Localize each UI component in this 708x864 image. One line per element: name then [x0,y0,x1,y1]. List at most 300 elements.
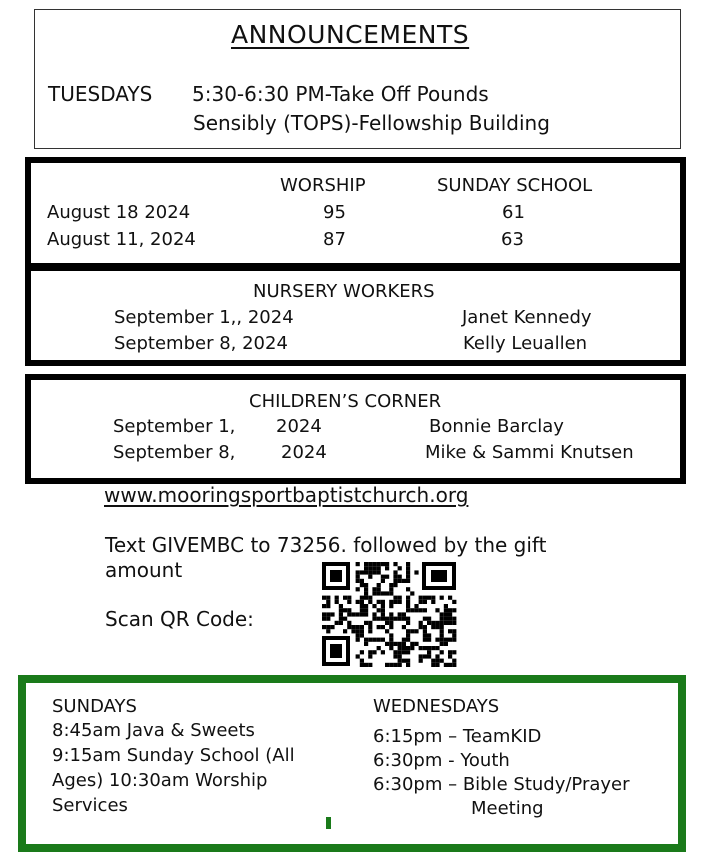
childrens-corner-date: September 1, [113,416,236,437]
qr-module [393,654,397,658]
qr-module [419,654,423,658]
qr-module [393,650,397,654]
qr-module [372,617,376,621]
qr-module [364,570,368,574]
qr-module [356,654,360,658]
qr-module [406,633,410,637]
qr-module [377,591,381,595]
qr-module [360,625,364,629]
qr-module [377,617,381,621]
qr-module [423,596,427,600]
announcements-day: TUESDAYS [48,82,153,106]
qr-module [364,642,368,646]
qr-module [377,608,381,612]
qr-module [452,650,456,654]
qr-module [322,612,326,616]
qr-module [406,608,410,612]
qr-module [360,650,364,654]
wednesdays-item: 6:30pm – Bible Study/Prayer [373,774,630,795]
childrens-corner-title: CHILDREN’S CORNER [249,391,442,412]
qr-module [398,596,402,600]
church-website-link[interactable]: www.mooringsportbaptistchurch.org [104,483,469,507]
nursery-worker-name: Janet Kennedy [462,307,592,328]
qr-module [419,625,423,629]
qr-module [377,562,381,566]
qr-module [381,579,385,583]
sundays-title: SUNDAYS [52,696,137,717]
qr-module [385,617,389,621]
qr-module [393,570,397,574]
nursery-date: September 8, 2024 [114,333,288,354]
qr-module [448,663,452,667]
qr-module [393,575,397,579]
qr-module [326,612,330,616]
qr-module [330,612,334,616]
qr-module [419,608,423,612]
qr-module [402,638,406,642]
qr-module [351,629,355,633]
qr-module [448,596,452,600]
attendance-worship-value: 87 [323,229,346,250]
childrens-corner-date: September 8, [113,442,236,463]
qr-module [452,638,456,642]
qr-module [385,591,389,595]
nursery-worker-name: Kelly Leuallen [463,333,588,354]
qr-module [347,625,351,629]
qr-module [406,579,410,583]
qr-module [347,608,351,612]
qr-module [389,583,393,587]
qr-module [360,629,364,633]
qr-module [326,625,330,629]
qr-module [402,625,406,629]
green-mark [326,817,331,829]
qr-module [406,646,410,650]
text-to-give-line-1: Text GIVEMBC to 73256. followed by the gift [105,533,547,557]
qr-module [368,621,372,625]
qr-module [360,659,364,663]
qr-module [448,612,452,616]
qr-module [406,596,410,600]
qr-module [435,654,439,658]
qr-module [406,621,410,625]
qr-module [431,625,435,629]
qr-module [406,575,410,579]
announcements-line-2: Sensibly (TOPS)-Fellowship Building [193,111,550,135]
qr-module [423,629,427,633]
qr-module [335,621,339,625]
wednesdays-item: 6:15pm – TeamKID [373,726,542,747]
wednesdays-title: WEDNESDAYS [373,696,500,717]
qr-module [389,617,393,621]
qr-module [398,642,402,646]
qr-module [435,608,439,612]
qr-module [444,642,448,646]
qr-module [440,659,444,663]
qr-module [427,621,431,625]
qr-module [393,642,397,646]
qr-module [406,650,410,654]
qr-module [435,646,439,650]
qr-module [419,600,423,604]
qr-module [444,617,448,621]
qr-module [398,663,402,667]
qr-module [402,642,406,646]
qr-module [364,583,368,587]
qr-module [360,583,364,587]
qr-module [368,638,372,642]
qr-module [435,625,439,629]
qr-module [448,621,452,625]
qr-module [389,638,393,642]
qr-module [372,612,376,616]
qr-module [452,659,456,663]
sundays-item: Services [52,795,128,816]
qr-module [389,600,393,604]
qr-module [360,608,364,612]
qr-module [389,587,393,591]
qr-module [360,600,364,604]
qr-module [440,625,444,629]
qr-code-label: Scan QR Code: [105,607,254,631]
qr-module [440,642,444,646]
qr-module [360,596,364,600]
qr-module [393,663,397,667]
qr-module [364,612,368,616]
qr-module [427,596,431,600]
qr-module [343,608,347,612]
qr-module [372,587,376,591]
qr-module [427,650,431,654]
qr-module [389,625,393,629]
qr-module [326,629,330,633]
announcements-title: ANNOUNCEMENTS [231,20,470,49]
qr-module [427,633,431,637]
qr-module [343,629,347,633]
qr-module [368,654,372,658]
qr-module [389,621,393,625]
qr-module [364,596,368,600]
qr-module [402,650,406,654]
qr-module [389,612,393,616]
qr-module [398,600,402,604]
qr-module [452,600,456,604]
attendance-date: August 18 2024 [47,202,191,223]
qr-module [406,566,410,570]
qr-module [398,646,402,650]
qr-module [402,617,406,621]
qr-module [406,659,410,663]
qr-code-image[interactable] [320,560,458,668]
qr-module [360,663,364,667]
qr-module [343,617,347,621]
qr-module [381,562,385,566]
qr-module [427,654,431,658]
qr-module [389,633,393,637]
qr-module [385,575,389,579]
qr-module [435,621,439,625]
qr-module [402,659,406,663]
qr-module [385,562,389,566]
qr-module [326,596,330,600]
qr-module [431,596,435,600]
qr-module [406,638,410,642]
qr-module [377,583,381,587]
qr-module [452,663,456,667]
qr-module [398,612,402,616]
qr-module [406,617,410,621]
qr-module [368,650,372,654]
qr-module [356,562,360,566]
qr-module [377,570,381,574]
qr-module [398,575,402,579]
qr-module [410,608,414,612]
qr-module [381,600,385,604]
qr-module [330,625,334,629]
qr-module [335,596,339,600]
qr-module [414,629,418,633]
qr-module [381,612,385,616]
qr-module [423,608,427,612]
qr-module [398,579,402,583]
text-to-give-line-2: amount [105,558,183,582]
qr-module [448,650,452,654]
qr-module [356,587,360,591]
qr-module [356,575,360,579]
qr-module [381,604,385,608]
qr-module [393,617,397,621]
qr-module [435,638,439,642]
qr-module [381,638,385,642]
qr-module [452,621,456,625]
qr-module [385,621,389,625]
qr-module [406,600,410,604]
qr-module [406,604,410,608]
qr-module [351,612,355,616]
qr-module [339,608,343,612]
qr-module [389,591,393,595]
qr-module [414,570,418,574]
qr-module [351,625,355,629]
qr-module [423,638,427,642]
qr-module [414,604,418,608]
qr-module [364,663,368,667]
qr-module [398,659,402,663]
qr-module [372,570,376,574]
qr-module [368,562,372,566]
qr-module [360,604,364,608]
qr-module [381,650,385,654]
qr-module [389,663,393,667]
qr-module [368,629,372,633]
qr-module [406,587,410,591]
qr-module [385,629,389,633]
qr-module [356,638,360,642]
qr-module [398,617,402,621]
qr-module [381,617,385,621]
qr-module [326,617,330,621]
sunday-school-header: SUNDAY SCHOOL [437,175,593,196]
qr-module [393,600,397,604]
qr-module [431,659,435,663]
qr-module [372,591,376,595]
qr-module [423,600,427,604]
qr-module [440,617,444,621]
qr-module [360,579,364,583]
qr-module [423,654,427,658]
childrens-corner-year: 2024 [281,442,327,463]
qr-module [368,625,372,629]
qr-module [414,608,418,612]
qr-module [368,570,372,574]
qr-module [419,596,423,600]
qr-module [406,663,410,667]
qr-module [398,650,402,654]
qr-module [423,617,427,621]
qr-module [440,629,444,633]
qr-module [364,566,368,570]
childrens-corner-name: Bonnie Barclay [429,416,564,437]
qr-module [322,604,326,608]
qr-module [377,600,381,604]
qr-module [398,566,402,570]
qr-module [364,562,368,566]
qr-module [448,617,452,621]
qr-module [339,612,343,616]
qr-module [377,566,381,570]
qr-module [389,642,393,646]
qr-module [368,663,372,667]
qr-module [393,579,397,583]
qr-module [406,570,410,574]
nursery-date: September 1,, 2024 [114,307,294,328]
qr-module [356,570,360,574]
qr-module [364,621,368,625]
qr-module [356,625,360,629]
qr-module [360,612,364,616]
qr-module [372,650,376,654]
qr-module [440,650,444,654]
qr-module [440,638,444,642]
qr-module [368,600,372,604]
qr-module [393,583,397,587]
qr-module [347,612,351,616]
qr-module [364,608,368,612]
attendance-sunday-school-value: 61 [502,202,525,223]
qr-module [356,579,360,583]
qr-module [360,570,364,574]
qr-module [444,612,448,616]
qr-module [440,621,444,625]
qr-module [423,625,427,629]
qr-module [326,604,330,608]
qr-module [431,646,435,650]
qr-module [448,638,452,642]
qr-module [410,591,414,595]
qr-module [448,608,452,612]
qr-module [356,600,360,604]
announcements-line-1: 5:30-6:30 PM-Take Off Pounds [192,82,489,106]
qr-module [414,642,418,646]
qr-module [385,663,389,667]
qr-module [435,659,439,663]
qr-module [377,646,381,650]
qr-module [343,596,347,600]
qr-module [393,596,397,600]
qr-module [452,608,456,612]
sundays-item: 8:45am Java & Sweets [52,720,255,741]
qr-module [356,612,360,616]
qr-module [406,562,410,566]
attendance-worship-value: 95 [323,202,346,223]
qr-module [368,566,372,570]
qr-module [381,608,385,612]
qr-module [347,600,351,604]
qr-module [435,663,439,667]
childrens-corner-year: 2024 [276,416,322,437]
qr-module [419,646,423,650]
qr-module [381,625,385,629]
qr-module [368,596,372,600]
qr-module [381,591,385,595]
qr-module [410,646,414,650]
qr-module [444,608,448,612]
qr-module [452,633,456,637]
qr-module [385,566,389,570]
qr-module [372,566,376,570]
qr-module [440,633,444,637]
qr-module [448,629,452,633]
qr-module [339,604,343,608]
sundays-item: Ages) 10:30am Worship [52,770,268,791]
qr-module [326,600,330,604]
qr-module [389,646,393,650]
qr-module [347,596,351,600]
qr-module [444,638,448,642]
qr-module [444,604,448,608]
qr-module [364,591,368,595]
qr-module [377,587,381,591]
wednesdays-item: 6:30pm - Youth [373,750,510,771]
qr-module [372,638,376,642]
qr-module [419,659,423,663]
qr-module [385,642,389,646]
qr-module [431,600,435,604]
qr-module [377,638,381,642]
qr-module [402,579,406,583]
qr-module [356,633,360,637]
qr-module [444,621,448,625]
attendance-date: August 11, 2024 [47,229,196,250]
qr-module [440,612,444,616]
qr-module [452,617,456,621]
qr-module [368,575,372,579]
qr-module [389,604,393,608]
qr-module [427,646,431,650]
qr-module [393,562,397,566]
qr-module [372,562,376,566]
qr-module [322,596,326,600]
qr-module [448,654,452,658]
qr-module [444,663,448,667]
qr-module [356,629,360,633]
qr-module [406,629,410,633]
qr-module [381,575,385,579]
qr-module [431,621,435,625]
qr-module [364,587,368,591]
qr-module [410,629,414,633]
qr-module [423,633,427,637]
